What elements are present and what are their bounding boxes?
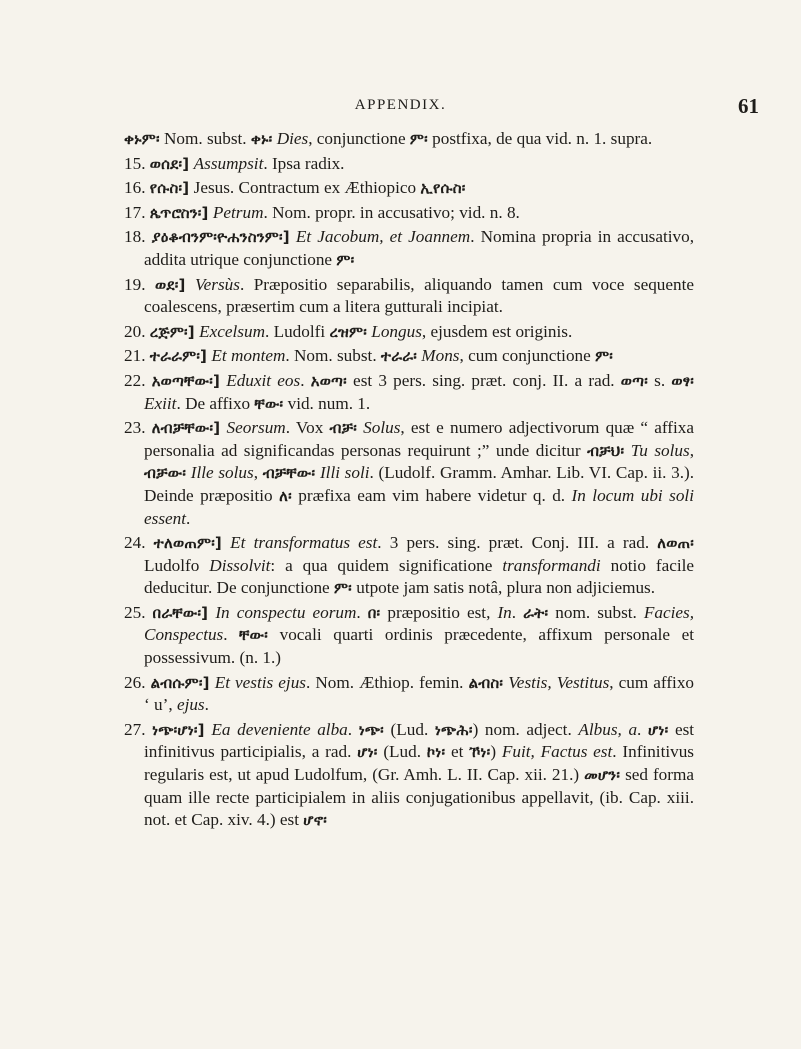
- note-text: ለብቻቸው፡] Seorsum. Vox ብቻ፡ Solus, est e numero adjectivorum quæ “ affixa personalia ad significandas personas requirunt ;” unde dicitur ብቻህ፡ Tu solus, ብቻው፡ Ille solus, ብቻቸው፡ Illi soli. (Ludolf. Gramm. Amhar. Lib. VI. Cap. ii. 3.). Deinde præpositio ለ፡ præfixa eam vim habere videtur q. d. In locum ubi soli essent.: [144, 418, 695, 528]
- note-text: ልብሱም፡] Et vestis ejus. Nom. Æthiop. femin. ልብስ፡ Vestis, Vestitus, cum affixo ‘ u’, ejus.: [144, 672, 695, 715]
- page-number: 61: [738, 94, 759, 118]
- note-entry: [124, 532, 694, 600]
- note-entry: [124, 345, 694, 368]
- note-text: ወሰደ፡] Assumpsit. Ipsa radix.: [149, 153, 345, 173]
- note-number: 23.: [124, 418, 146, 438]
- note-text: ተለወጠም፡] Et transformatus est. 3 pers. sing. præt. Conj. III. a rad. ለወጠ፡ Ludolfo Dissolvit: a qua quidem significatione transformandi notio facile deducitur. De conjunctione ም፡ utpote jam satis notâ, plura non adjiciemus.: [144, 533, 695, 598]
- note-text: አወጣቸው፡] Eduxit eos. አወጣ፡ est 3 pers. sing. præt. conj. II. a rad. ወጣ፡ s. ወፃ፡ Exiit. De affixo ቸው፡ vid. num. 1.: [144, 370, 694, 413]
- note-number: 25.: [124, 602, 146, 622]
- note-text: የሱስ፡] Jesus. Contractum ex Æthiopico ኢየሱስ፡: [149, 178, 466, 198]
- note-text: ተራራም፡] Et montem. Nom. subst. ተራራ፡ Mons, cum conjunctione ም፡: [149, 346, 614, 366]
- note-entry: [124, 153, 694, 176]
- note-text: ያዕቆብንም፡ዮሐንስንም፡] Et Jacobum, et Joannem. Nomina propria in accusativo, addita utrique conjunctione ም፡: [144, 227, 695, 269]
- note-number: 22.: [124, 370, 146, 390]
- note-entry: [124, 321, 694, 344]
- note-number: 27.: [124, 719, 146, 739]
- note-entry: [124, 177, 694, 200]
- note-text: ነጭ፡ሆነ፡] Ea deveniente alba. ነጭ፡ (Lud. ነጭሕ፡) nom. adject. Albus, a. ሆነ፡ est infinitivus participialis, a rad. ሆነ፡ (Lud. ኮነ፡ et ኾነ፡) Fuit, Factus est. Infinitivus regularis est, ut apud Ludolfum, (Gr. Amh. L. II. Cap. xii. 21.) መሆን፡ sed forma quam ille recte participialem in aliis conjugationibus appellavit, (ib. Cap. xiii. not. et Cap. xiv. 4.) est ሆኖ፡: [144, 719, 695, 830]
- note-number: 15.: [124, 153, 146, 173]
- note-text: ቀኑም፡ Nom. subst. ቀኑ፡ Dies, conjunctione ም፡ postfixa, de qua vid. n. 1. supra.: [124, 129, 653, 148]
- note-text: ጴጥሮስን፡] Petrum. Nom. propr. in accusativo; vid. n. 8.: [149, 202, 520, 222]
- note-number: 16.: [124, 178, 146, 198]
- note-text: ረጅም፡] Excelsum. Ludolfi ረዝም፡ Longus, ejusdem est originis.: [149, 321, 573, 341]
- note-number: 20.: [124, 321, 146, 341]
- note-entry: [124, 672, 694, 717]
- note-number: 19.: [124, 274, 146, 294]
- note-entry: [124, 226, 694, 271]
- note-entry: [124, 202, 694, 225]
- note-number: 21.: [124, 346, 146, 366]
- note-entry: [124, 128, 694, 151]
- note-entry: [124, 417, 694, 530]
- note-text: በራቸው፡] In conspectu eorum. በ፡ præpositio est, In. ራት፡ nom. subst. Facies, Conspectus. ቸው፡ vocali quarti ordinis præcedente, affixum personale et possessivum. (n. 1.): [144, 602, 695, 668]
- note-entry: [124, 602, 694, 670]
- note-entry: [124, 274, 694, 319]
- note-number: 18.: [124, 227, 146, 247]
- note-number: 26.: [124, 672, 146, 692]
- note-text: ወደ፡] Versùs. Præpositio separabilis, aliquando tamen cum voce sequente coalescens, præsertim cum a litera gutturali incipiat.: [144, 274, 695, 317]
- note-number: 17.: [124, 202, 146, 222]
- note-number: 24.: [124, 533, 146, 553]
- notes-body: [124, 128, 694, 834]
- running-header: APPENDIX.: [354, 97, 447, 113]
- note-entry: [124, 370, 694, 415]
- note-entry: [124, 719, 694, 832]
